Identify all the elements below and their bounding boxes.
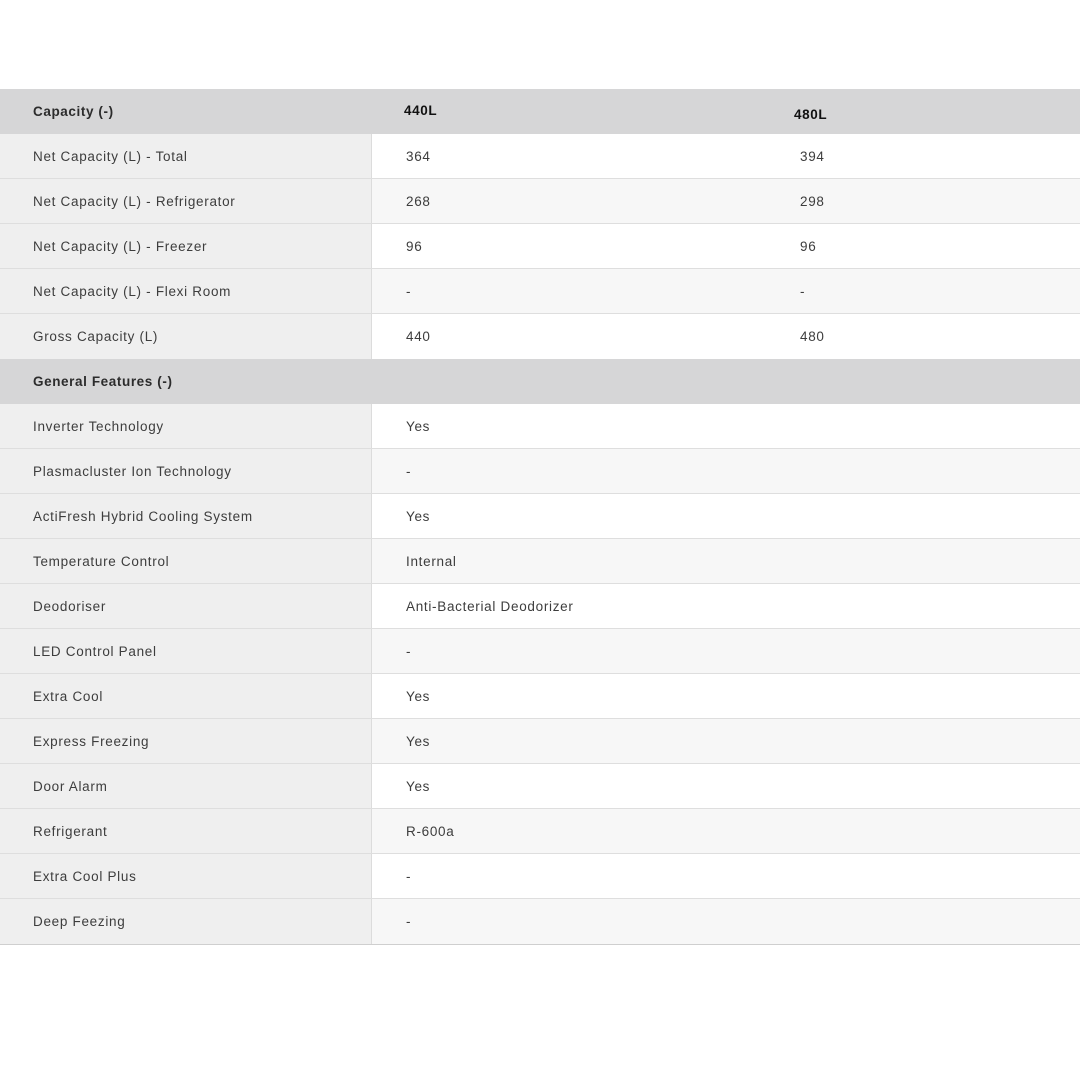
row-label: Deep Feezing [0,899,372,944]
capacity-section-header [0,89,1080,134]
row-label: Door Alarm [0,764,372,808]
row-value: Yes [406,688,431,704]
row-value-440l: - [406,283,412,299]
spec-table [0,89,1080,945]
row-label: Net Capacity (L) - Flexi Room [0,269,372,313]
row-label: Extra Cool Plus [0,854,372,898]
table-row [0,449,1080,494]
table-row [0,584,1080,629]
table-row [0,854,1080,899]
model-column-480l: 480L [794,107,828,122]
row-label: Net Capacity (L) - Total [0,134,372,178]
table-row [0,629,1080,674]
row-label: Refrigerant [0,809,372,853]
table-row [0,809,1080,854]
row-value-480l: 394 [800,148,825,164]
row-value: Anti-Bacterial Deodorizer [406,598,574,614]
row-value: - [406,643,412,659]
row-value: Yes [406,418,431,434]
row-value-480l: 298 [800,193,825,209]
row-value-480l: 480 [800,329,825,344]
row-value-480l: 96 [800,238,817,254]
table-row [0,179,1080,224]
row-value: - [406,868,412,884]
row-label: Net Capacity (L) - Refrigerator [0,179,372,223]
row-label: Deodoriser [0,584,372,628]
row-label: Net Capacity (L) - Freezer [0,224,372,268]
row-label: Extra Cool [0,674,372,718]
row-value: R-600a [406,823,455,839]
model-column-440l: 440L [404,103,438,118]
row-value-480l: - [800,283,806,299]
table-row [0,314,1080,359]
features-section-title: General Features (-) [33,374,173,389]
row-label: ActiFresh Hybrid Cooling System [0,494,372,538]
row-label: Inverter Technology [0,404,372,448]
row-value-440l: 364 [406,148,431,164]
row-value-440l: 440 [406,329,431,344]
row-label: Gross Capacity (L) [0,314,372,359]
table-row [0,539,1080,584]
row-label: Temperature Control [0,539,372,583]
table-row [0,134,1080,179]
row-value: Yes [406,508,431,524]
table-row [0,674,1080,719]
table-row [0,494,1080,539]
capacity-section-title: Capacity (-) [33,104,114,119]
row-value: Yes [406,733,431,749]
table-row [0,224,1080,269]
row-value: - [406,463,412,479]
row-value: Yes [406,778,431,794]
row-label: Express Freezing [0,719,372,763]
row-label: Plasmacluster Ion Technology [0,449,372,493]
row-value-440l: 96 [406,238,423,254]
table-row [0,269,1080,314]
row-label: LED Control Panel [0,629,372,673]
row-value: - [406,914,412,929]
row-value: Internal [406,553,457,569]
table-row [0,404,1080,449]
table-row [0,764,1080,809]
row-value-440l: 268 [406,193,431,209]
table-row [0,899,1080,944]
table-row [0,719,1080,764]
features-section-header [0,359,1080,404]
